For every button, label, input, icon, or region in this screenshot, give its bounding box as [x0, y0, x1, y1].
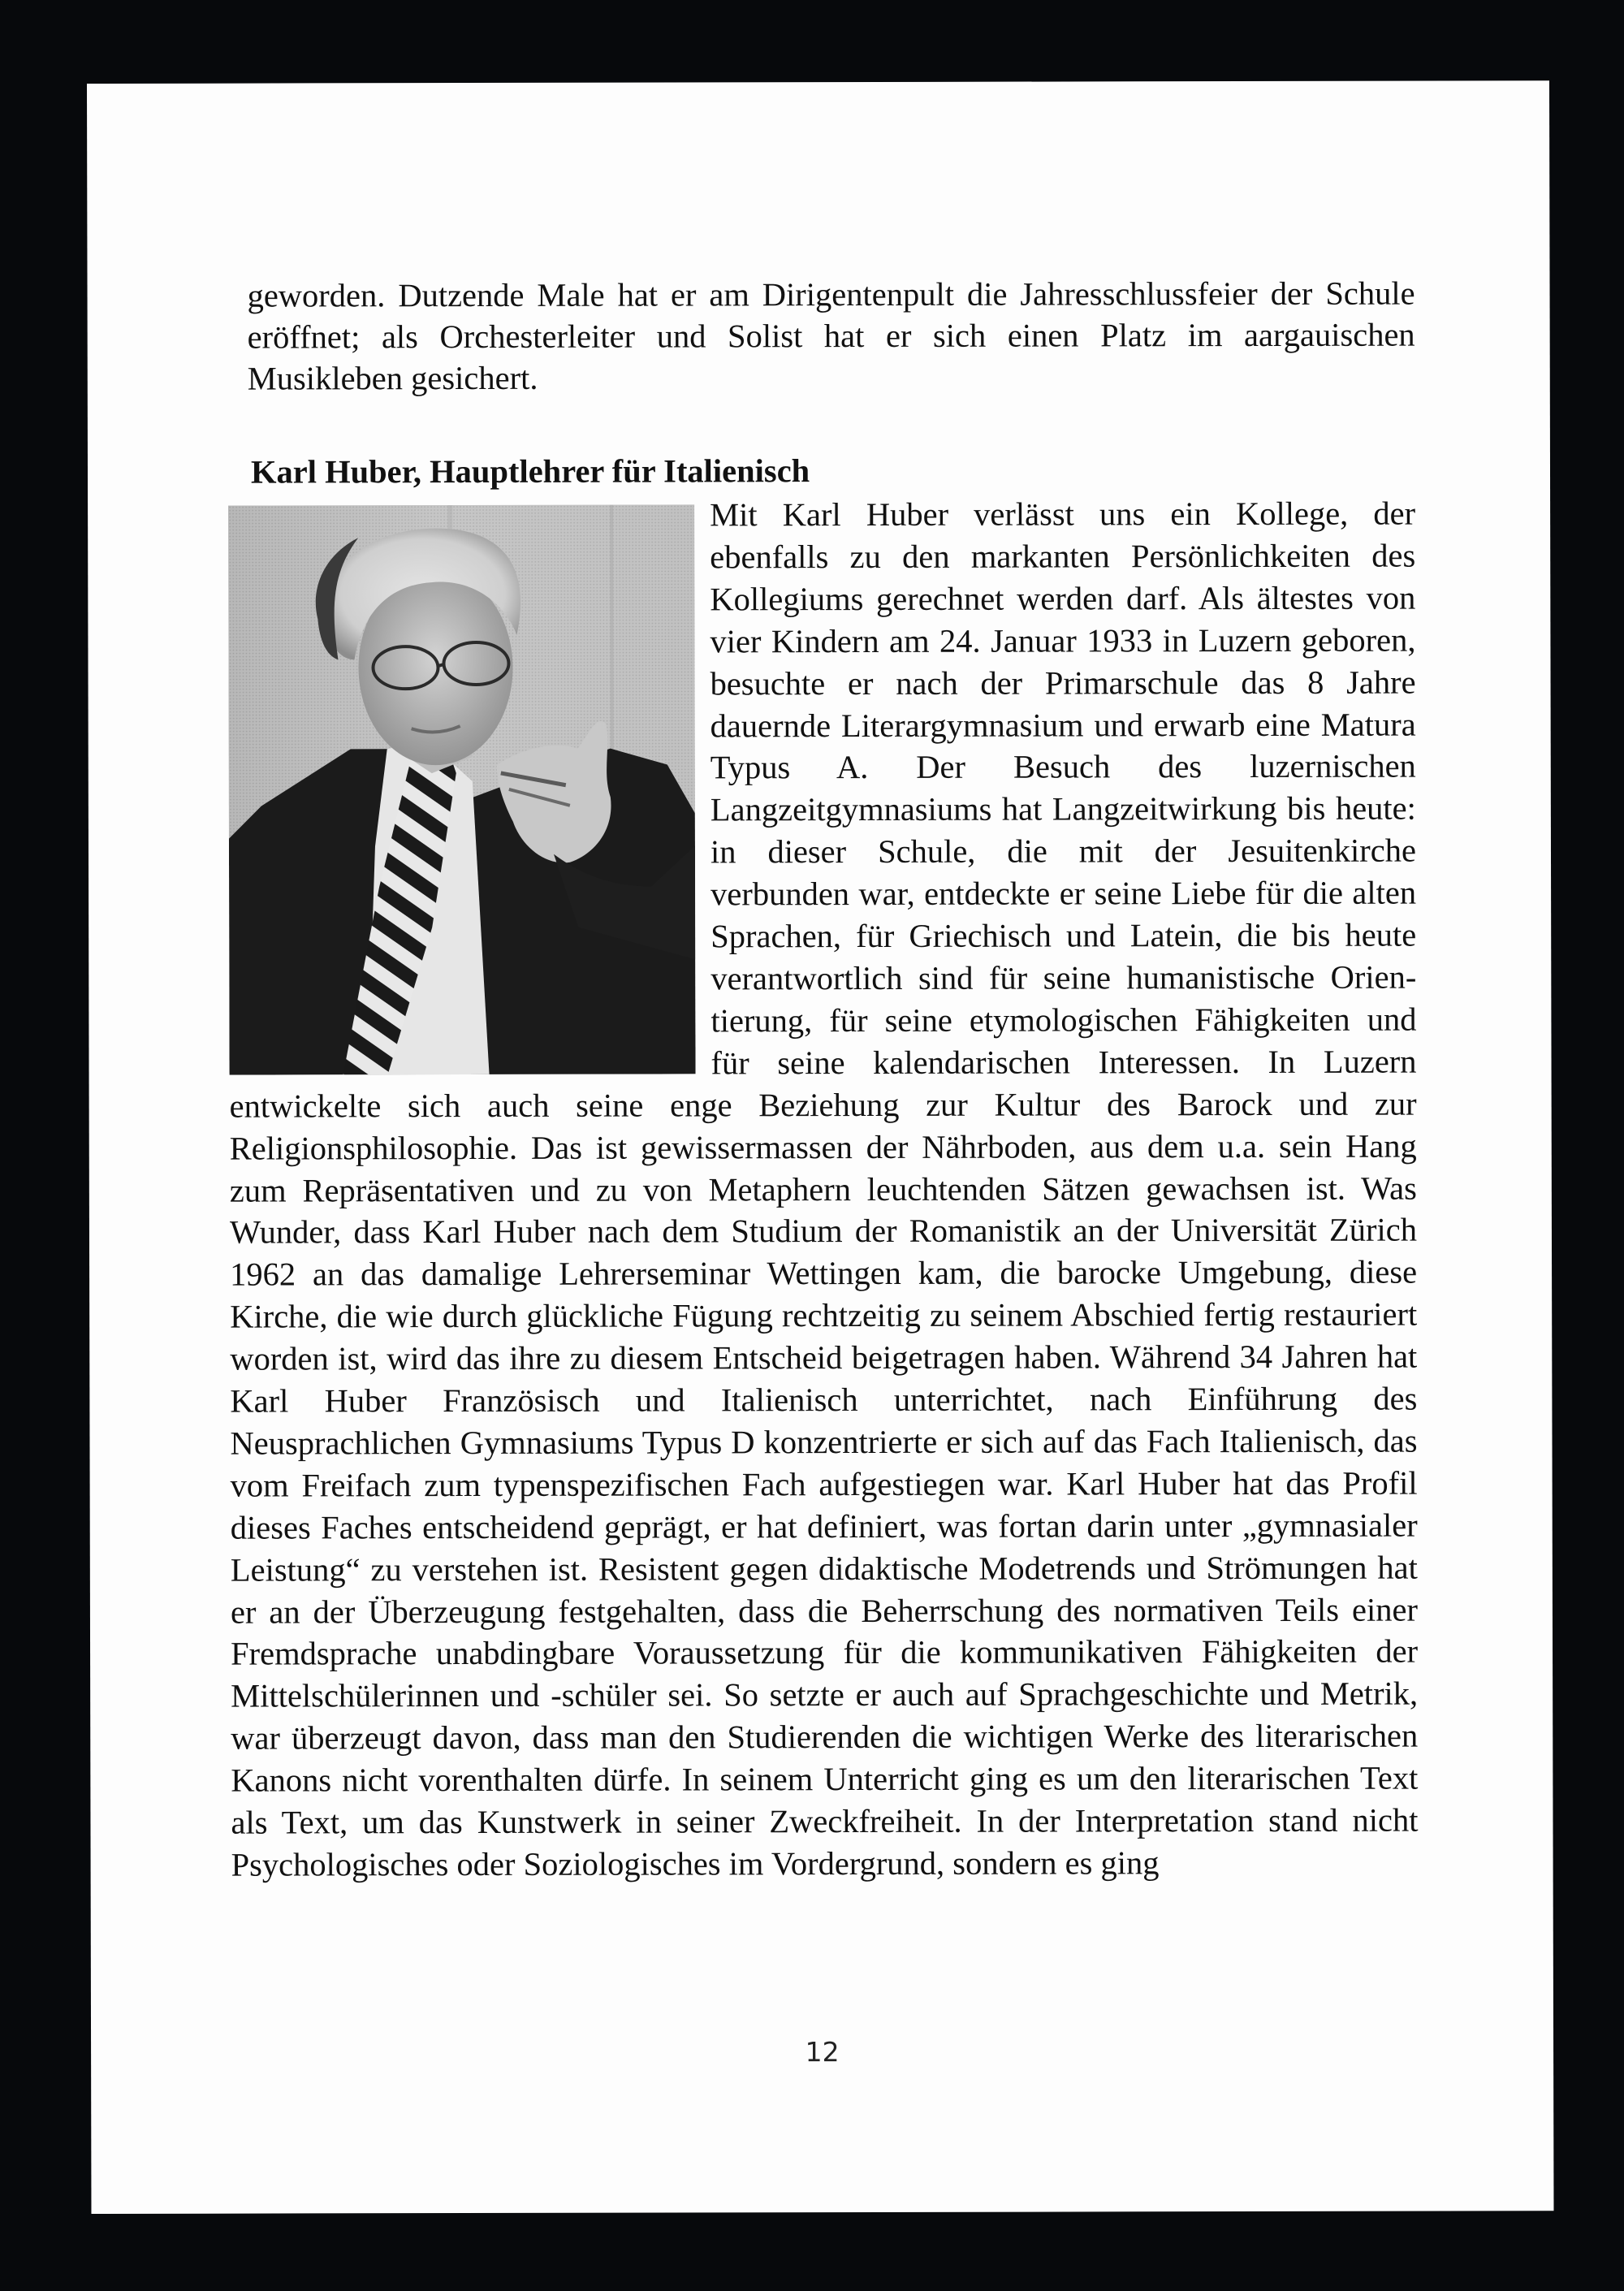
scanned-page — [87, 80, 1553, 2214]
article-text: Mit Karl Huber verlässt uns ein Kollege, der ebenfalls zu den markanten Persönlichkeiten des Kollegiums gerechnet werden darf. Als ältestes von vier Kindern am 24. Januar 1933 in Luzern geboren, besuchte er nach der Primarschule das 8 Jahre dauernde Literargymnasium und erwarb eine Matura Typus A. Der Besuch des luzernischen Langzeitgymnasiums hat Langzeitwirkung bis heute: in dieser Schule, die mit der Jesuitenkirche verbunden war, entdeckte er seine Liebe für die alten Sprachen, für Griechisch und Latein, die bis heute verantwortlich sind für seine humanistische Orientierung, für seine etymologischen Fähigkeiten und für seine kalendarischen Interessen. In Luzern entwickelte sich auch seine enge Beziehung zur Kultur des Barock und zur Religionsphilosophie. Das ist gewissermassen der Nährboden, aus dem u.a. sein Hang zum Repräsentativen und zu von Metaphern leuchtenden Sätzen gewachsen ist. Was Wunder, dass Karl Huber nach dem Studium der Romanistik an der Universität Zürich 1962 an das damalige Lehrerseminar Wettingen kam, die barocke Umgebung, diese Kirche, die wie durch glückliche Fügung rechtzeitig zu seinem Abschied fertig restauriert worden ist, wird das ihre zu diesem Entscheid beigetragen haben. Während 34 Jahren hat Karl Huber Französisch und Italienisch unterrichtet, nach Einführung des Neusprachlichen Gymnasiums Typus D konzentrierte er sich auf das Fach Italienisch, das vom Freifach zum typenspezifischen Fach aufgestiegen war. Karl Huber hat das Profil dieses Faches entscheidend geprägt, er hat definiert, was fortan darin unter „gymnasialer Leistung“ zu verstehen ist. Resistent gegen didaktische Modetrends und Strömungen hat er an der Überzeugung festgehalten, dass die Beherrschung des normativen Teils einer Fremdsprache unabdingbare Voraussetzung für die kommunikativen Fähigkeiten der Mittelschülerinnen und -schüler sei. So setzte er auch auf Sprachgeschichte und Metrik, war überzeugt davon, dass man den Studierenden die wichtigen Werke des literarischen Kanons nicht vorenthalten dürfe. In seinem Unterricht ging es um den literarischen Text als Text, um das Kunstwerk in seiner Zweckfreiheit. In der Interpretation stand nicht Psychologisches oder Soziologisches im Vordergrund, sondern es ging — [229, 495, 1419, 1883]
portrait-photo — [228, 504, 695, 1074]
section-heading: Karl Huber, Hauptlehrer für Italienisch — [250, 452, 810, 491]
page-number: 12 — [805, 2036, 840, 2068]
intro-paragraph: geworden. Dutzende Male hat er am Dirigentenpult die Jahresschlussfeier der Schule eröffnet; als Orchesterleiter und Solist hat er sich einen Platz im aargauischen Musikleben gesichert. — [247, 274, 1415, 397]
article-body — [228, 493, 1419, 1887]
portrait-image-icon — [228, 504, 695, 1074]
page-content — [227, 81, 1419, 1883]
